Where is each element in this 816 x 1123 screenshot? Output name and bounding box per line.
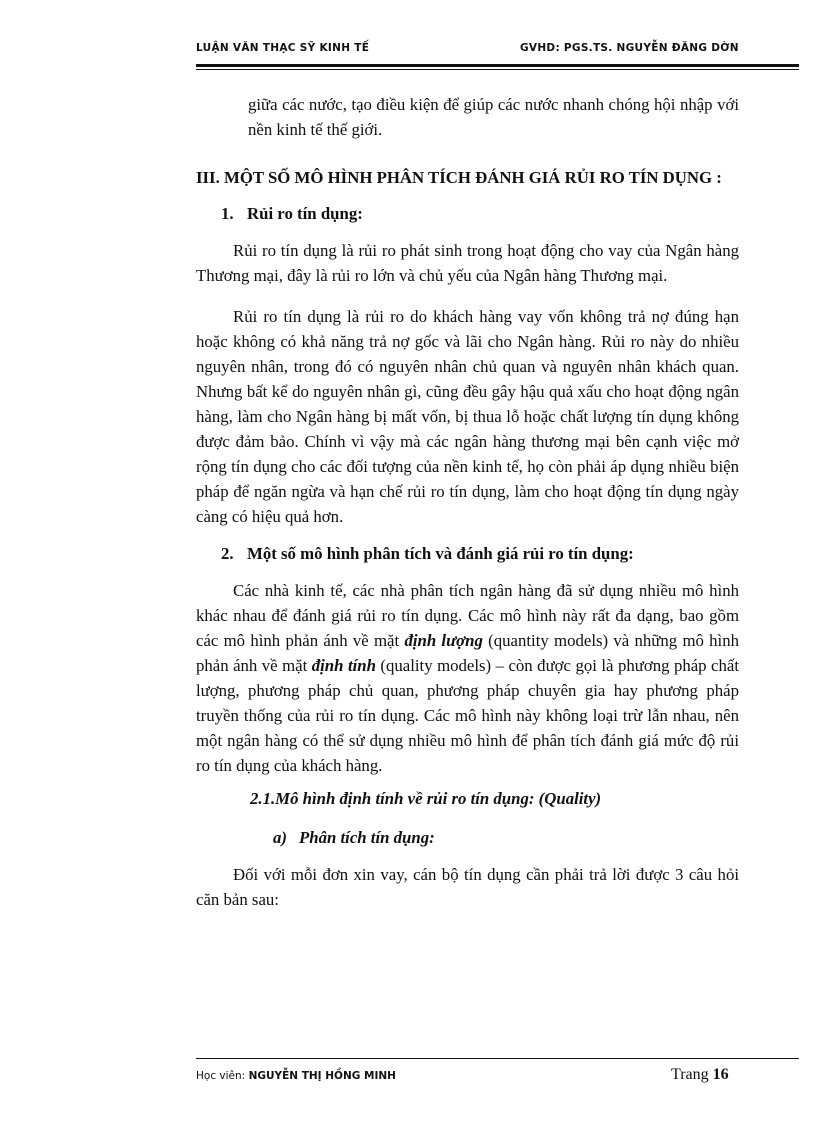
subsection-1-number: 1. xyxy=(221,204,234,223)
emphasis-quantity: định lượng xyxy=(404,631,483,650)
subsection-1-title: Rủi ro tín dụng: xyxy=(247,204,363,223)
footer-page-number: 16 xyxy=(712,1066,729,1083)
paragraph-3-part-c: (quality models) – còn được gọi là phương pháp chất lượng, phương pháp chủ quan, phương pháp chuyên gia hay phương pháp truyền thống của rủi ro tín dụng. Các mô hình này không loại trừ lẫn nhau, nên một ngân hàng có thể sử dụng nhiều mô hình để phân tích đánh giá mức độ rủi ro tín dụng của khách hàng. xyxy=(196,656,739,775)
subsection-2-number: 2. xyxy=(221,544,234,563)
subsection-1-heading xyxy=(196,201,739,226)
emphasis-quality: định tính xyxy=(311,656,376,675)
subsection-a-heading xyxy=(196,825,739,850)
page-header xyxy=(196,38,799,60)
footer-page-label: Trang xyxy=(671,1066,709,1083)
footer-page xyxy=(671,1066,729,1084)
document-body xyxy=(196,92,739,912)
paragraph-2: Rủi ro tín dụng là rủi ro do khách hàng vay vốn không trả nợ đúng hạn hoặc không có khả năng trả nợ gốc và lãi cho Ngân hàng. Rủi ro này do nhiều nguyên nhân, trong đó có nguyên nhân chủ quan và nguyên nhân khách quan. Nhưng bất kể do nguyên nhân gì, cũng đều gây hậu quả xấu cho hoạt động ngân hàng, làm cho Ngân hàng bị mất vốn, bị thua lỗ hoặc chất lượng tín dụng không được đảm bảo. Chính vì vậy mà các ngân hàng thương mại bên cạnh việc mở rộng tín dụng cho các đối tượng của nền kinh tế, họ còn phải áp dụng nhiều biện pháp để ngăn ngừa và hạn chế rủi ro tín dụng, làm cho hoạt động tín dụng ngày càng có hiệu quả hơn. xyxy=(196,307,739,526)
header-thesis-title: LUẬN VĂN THẠC SỸ KINH TẾ xyxy=(196,42,370,54)
subsection-2-1-heading: 2.1.Mô hình định tính về rủi ro tín dụng: (Quality) xyxy=(250,789,602,808)
paragraph-3-part-b: (quantity models) và những mô hình phản ánh về mặt xyxy=(196,631,739,675)
section-heading: III. MỘT SỐ MÔ HÌNH PHÂN TÍCH ĐÁNH GIÁ RỦI RO TÍN DỤNG : xyxy=(196,168,722,187)
paragraph-1: Rủi ro tín dụng là rủi ro phát sinh trong hoạt động cho vay của Ngân hàng Thương mại, đây là rủi ro lớn và chủ yếu của Ngân hàng Thương mại. xyxy=(196,241,739,285)
subsection-a-number: a) xyxy=(273,828,287,847)
header-supervisor: GVHD: PGS.TS. NGUYỄN ĐĂNG DỜN xyxy=(520,42,739,54)
paragraph-4: Đối với mỗi đơn xin vay, cán bộ tín dụng cần phải trả lời được 3 câu hỏi căn bản sau: xyxy=(196,865,739,909)
footer-student xyxy=(196,1070,396,1082)
intro-paragraph: giữa các nước, tạo điều kiện để giúp các nước nhanh chóng hội nhập với nền kinh tế thế giới. xyxy=(248,95,739,139)
footer-student-name: NGUYỄN THỊ HỒNG MINH xyxy=(248,1070,396,1082)
footer-rule xyxy=(196,1058,799,1059)
header-rule-thin xyxy=(196,69,799,70)
subsection-2-heading xyxy=(196,541,739,566)
header-rule-thick xyxy=(196,64,799,67)
footer-student-label: Học viên: xyxy=(196,1070,249,1082)
subsection-a-title: Phân tích tín dụng: xyxy=(299,828,435,847)
subsection-2-title: Một số mô hình phân tích và đánh giá rủi ro tín dụng: xyxy=(247,544,634,563)
paragraph-3-part-a: Các nhà kinh tế, các nhà phân tích ngân hàng đã sử dụng nhiều mô hình khác nhau để đánh giá rủi ro tín dụng. Các mô hình này rất đa dạng, bao gồm các mô hình phản ánh về mặt xyxy=(196,581,739,650)
paragraph-3 xyxy=(196,578,739,778)
